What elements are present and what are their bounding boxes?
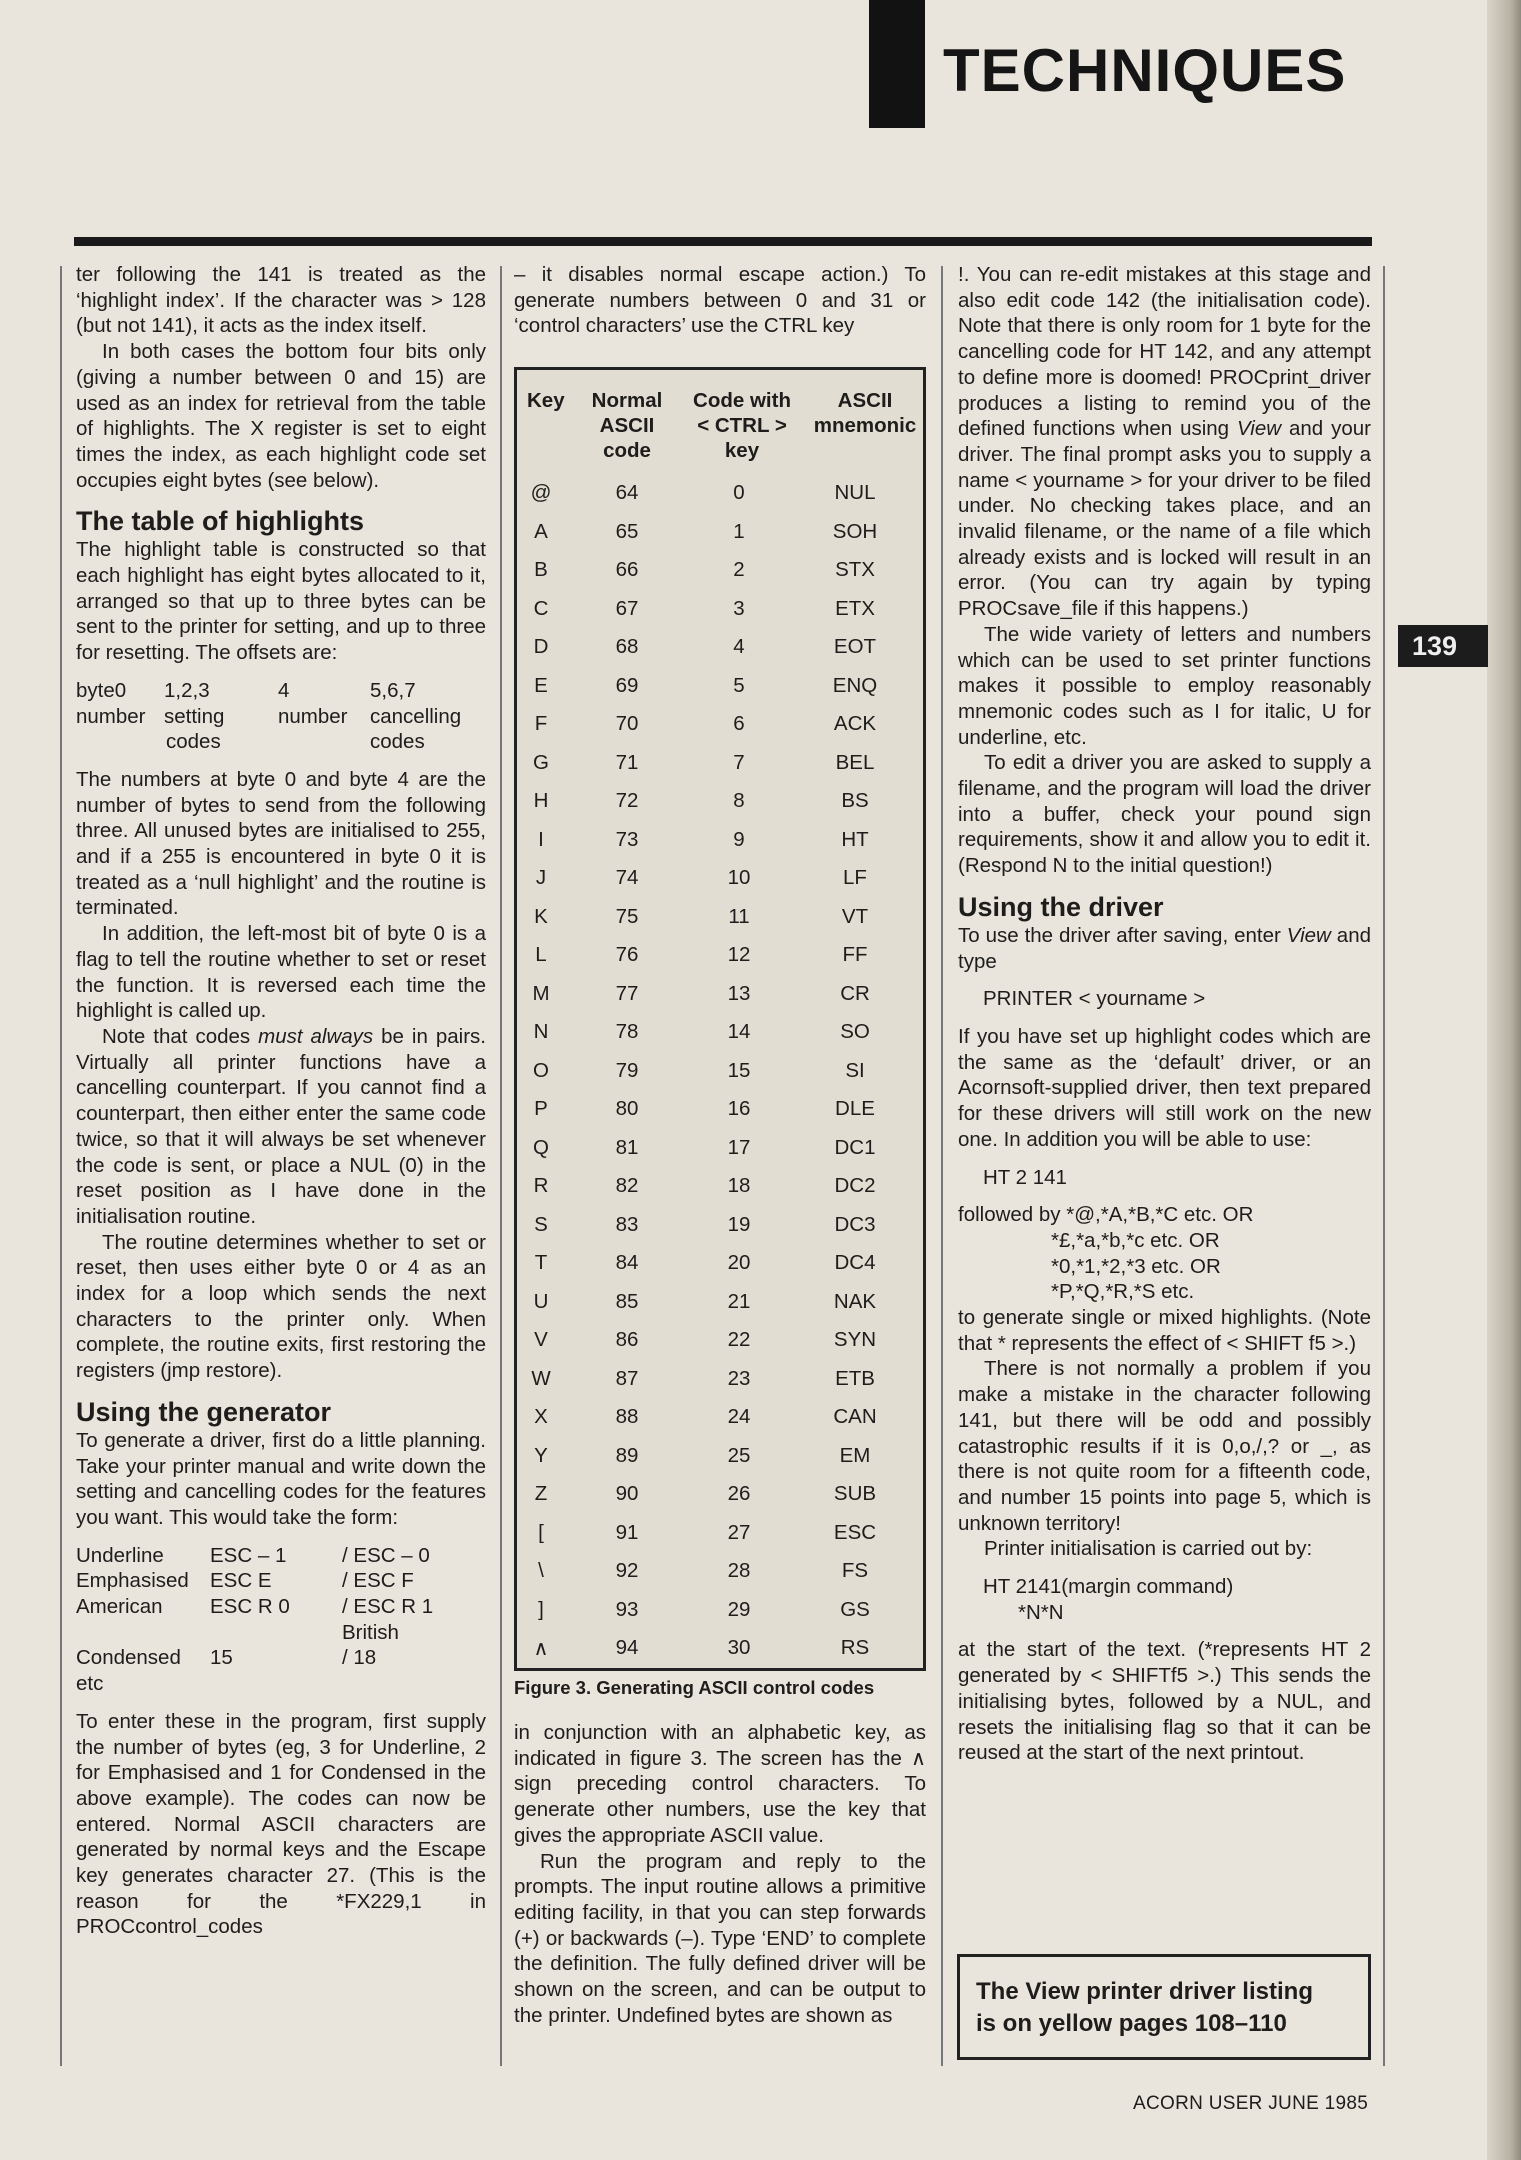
paragraph: In both cases the bottom four bits only (giving a number between 0 and 15) are used as an index for retrieval from the table of highlights. The X register is set to eight times the index, as each highlight code set occupies eight bytes (see below). <box>76 340 486 492</box>
table-cell-ctrl-code: 29 <box>727 1597 751 1621</box>
table-cell-mnemonic: ETX <box>835 596 875 620</box>
table-cell-ascii-code: 65 <box>615 519 639 543</box>
table-cell-mnemonic: FS <box>841 1559 869 1582</box>
table-cell-ctrl-code: 6 <box>733 712 745 735</box>
code-cell: ESC – 1 <box>210 1543 287 1567</box>
table-cell-ctrl-code: 28 <box>727 1559 751 1582</box>
table-cell-ctrl-code: 22 <box>727 1328 751 1351</box>
table-row <box>517 513 923 552</box>
paragraph: – it disables normal escape action.) To generate numbers between 0 and 31 or ‘control characters’ use the CTRL key <box>514 263 926 338</box>
table-cell-ascii-code: 76 <box>615 943 639 966</box>
table-row <box>517 1321 923 1360</box>
table-cell-mnemonic: NAK <box>833 1289 877 1313</box>
table-cell-mnemonic: SI <box>845 1058 865 1082</box>
table-cell-ascii-code: 68 <box>615 635 639 658</box>
table-cell-ascii-code: 67 <box>615 596 639 620</box>
table-cell-ascii-code: 87 <box>615 1366 639 1390</box>
offset-cell: codes <box>370 730 425 754</box>
table-cell-mnemonic: BEL <box>835 750 875 774</box>
table-row <box>517 936 923 975</box>
page-number-tab: 139 <box>1398 625 1488 667</box>
table-cell-mnemonic: DC4 <box>834 1251 876 1274</box>
table-row <box>517 705 923 744</box>
table-cell-ctrl-code: 1 <box>733 519 745 543</box>
paragraph: To enter these in the program, first supply the number of bytes (eg, 3 for Underline, 2 for Emphasised and 1 for Condensed in the above example). The codes can now be entered. Normal ASCII characters are generated by normal keys and the Escape key generates character 27. (This is the reason for the *FX229,1 in PROCcontrol_codes <box>76 1709 486 1939</box>
table-cell-mnemonic: DC1 <box>834 1135 876 1159</box>
table-cell-ascii-code: 70 <box>615 712 639 735</box>
table-cell-mnemonic: STX <box>835 558 875 581</box>
table-cell-key: \ <box>538 1559 544 1582</box>
table-row <box>517 1283 923 1322</box>
table-cell-key: W <box>531 1366 551 1390</box>
paragraph: In addition, the left-most bit of byte 0 is a flag to tell the routine whether to set or reset the function. It is reversed each time the highlight is called up. <box>76 922 486 1023</box>
table-cell-ascii-code: 85 <box>615 1289 639 1313</box>
table-cell-ascii-code: 92 <box>615 1559 639 1582</box>
table-cell-key: N <box>533 1020 549 1043</box>
table-cell-key: O <box>533 1058 549 1082</box>
followed-by-line: *0,*1,*2,*3 etc. OR <box>1051 1254 1221 1278</box>
table-cell-ascii-code: 71 <box>615 750 639 774</box>
table-cell-key: T <box>534 1251 548 1274</box>
paragraph: If you have set up highlight codes which are the same as the ‘default’ driver, or an Acornsoft-supplied driver, then text prepared for these drivers will still work on the new one. In addition you will be able to use: <box>958 1024 1371 1151</box>
table-cell-mnemonic: SUB <box>833 1482 877 1505</box>
table-cell-ctrl-code: 25 <box>727 1443 751 1467</box>
article-column-2-top <box>514 262 926 339</box>
table-cell-ctrl-code: 12 <box>727 943 751 966</box>
table-cell-mnemonic: LF <box>843 866 867 889</box>
table-row <box>517 667 923 706</box>
table-cell-key: C <box>533 596 549 620</box>
table-cell-ascii-code: 74 <box>615 866 639 889</box>
paragraph: to generate single or mixed highlights. (Note that * represents the effect of < SHIFT f5 >.) <box>958 1306 1371 1355</box>
table-header <box>527 388 917 468</box>
table-cell-ascii-code: 83 <box>615 1212 639 1236</box>
callout-line: is on yellow pages 108–110 <box>976 2010 1287 2037</box>
paragraph: To edit a driver you are asked to supply a filename, and the program will load the driver into a buffer, check your pound sign requirements, show it and allow you to edit it. (Respond N to the initial question!) <box>958 751 1371 878</box>
table-cell-mnemonic: BS <box>841 789 869 812</box>
offset-cell: setting <box>164 704 225 728</box>
code-cell: ESC E <box>210 1569 272 1593</box>
table-row <box>517 975 923 1014</box>
table-cell-ctrl-code: 0 <box>733 481 745 504</box>
table-cell-mnemonic: DLE <box>835 1097 875 1120</box>
followed-by-line: *P,*Q,*R,*S etc. <box>1051 1280 1195 1304</box>
table-cell-mnemonic: ENQ <box>832 673 878 697</box>
paragraph: The numbers at byte 0 and byte 4 are the number of bytes to send from the following three. All unused bytes are initialised to 255, and if a 255 is encountered in byte 0 it is treated as a ‘null highlight’ and the routine is terminated. <box>76 767 486 920</box>
ascii-control-codes-table <box>514 367 926 1671</box>
table-cell-mnemonic: HT <box>841 827 869 851</box>
table-cell-ascii-code: 94 <box>615 1636 639 1659</box>
table-cell-mnemonic: EOT <box>833 635 877 658</box>
paragraph: There is not normally a problem if you make a mistake in the character following 141, but there will be odd and possibly catastrophic results if it is 0,o,/,? or _, as there is not quite room for a fifteenth code, and number 15 points into page 5, which is unknown territory! <box>958 1357 1371 1535</box>
table-cell-key: @ <box>530 481 552 504</box>
subheading-table-of-highlights: The table of highlights <box>76 506 364 537</box>
table-cell-ctrl-code: 18 <box>727 1174 751 1197</box>
table-cell-ctrl-code: 19 <box>727 1212 751 1236</box>
table-cell-ctrl-code: 10 <box>727 866 751 889</box>
table-row <box>517 1475 923 1514</box>
table-row <box>517 1167 923 1206</box>
table-cell-key: Y <box>534 1443 548 1467</box>
table-row <box>517 1591 923 1630</box>
offset-cell: number <box>76 704 146 728</box>
table-cell-ctrl-code: 14 <box>727 1020 751 1043</box>
table-cell-ascii-code: 91 <box>615 1520 639 1544</box>
table-cell-ctrl-code: 15 <box>727 1058 751 1082</box>
table-cell-ascii-code: 86 <box>615 1328 639 1351</box>
offset-cell: cancelling <box>370 704 462 728</box>
table-cell-ascii-code: 81 <box>615 1135 639 1159</box>
header-normal-ascii: Normal ASCII code <box>591 389 663 462</box>
table-cell-key: F <box>534 712 548 735</box>
table-cell-ctrl-code: 24 <box>727 1405 751 1428</box>
table-row <box>517 628 923 667</box>
table-cell-ctrl-code: 20 <box>727 1251 751 1274</box>
table-row <box>517 1206 923 1245</box>
paragraph: Printer initialisation is carried out by: <box>984 1537 1313 1561</box>
table-cell-ctrl-code: 2 <box>733 558 745 581</box>
table-cell-key: P <box>534 1097 548 1120</box>
paragraph: The routine determines whether to set or reset, then uses either byte 0 or 4 as an index for a loop which sends the next characters to the printer only. When complete, the routine exits, first restoring the registers (jmp restore). <box>76 1230 486 1383</box>
offset-cell: 5,6,7 <box>370 678 416 702</box>
table-cell-key: H <box>533 789 549 812</box>
codes-example <box>76 1543 486 1672</box>
figure-caption: Figure 3. Generating ASCII control codes <box>514 1677 875 1698</box>
table-cell-ctrl-code: 13 <box>727 981 751 1005</box>
offset-cell: codes <box>166 730 221 754</box>
table-row <box>517 898 923 937</box>
table-cell-mnemonic: DC3 <box>834 1212 876 1236</box>
table-cell-mnemonic: NUL <box>834 481 876 504</box>
table-row <box>517 1514 923 1553</box>
table-cell-ctrl-code: 16 <box>727 1097 751 1120</box>
offset-cell: 1,2,3 <box>164 678 210 702</box>
table-cell-key: U <box>533 1289 549 1313</box>
table-cell-mnemonic: ACK <box>833 712 877 735</box>
top-rule <box>74 237 1372 246</box>
table-row <box>517 1244 923 1283</box>
table-cell-ascii-code: 72 <box>615 789 639 812</box>
paragraph: The highlight table is constructed so that each highlight has eight bytes allocated to it, arranged so that up to three bytes can be sent to the printer for setting, and up to three for resetting. The offsets are: <box>76 538 486 665</box>
code-cell: / 18 <box>342 1646 377 1670</box>
table-cell-mnemonic: SOH <box>832 519 878 543</box>
header-key: Key <box>527 389 565 412</box>
section-title: TECHNIQUES <box>943 37 1347 104</box>
table-cell-key: Z <box>534 1482 548 1505</box>
table-cell-key: X <box>534 1405 548 1428</box>
table-cell-key: E <box>534 673 548 697</box>
offset-cell: number <box>278 704 348 728</box>
table-cell-ascii-code: 82 <box>615 1174 639 1197</box>
table-cell-ctrl-code: 21 <box>727 1289 751 1313</box>
table-row <box>517 1090 923 1129</box>
callout-line: The View printer driver listing <box>976 1978 1313 2005</box>
code-cell: Condensed <box>76 1646 181 1670</box>
table-cell-mnemonic: ESC <box>833 1520 877 1544</box>
paragraph: Note that codes must always be in pairs. Virtually all printer functions have a cancelling counterpart. If you cannot find a counterpart, then either enter the same code twice, so that it will always be set whenever the code is sent, or place a NUL (0) in the reset position as I have done in the initialisation routine. <box>76 1024 486 1228</box>
table-cell-mnemonic: SYN <box>833 1328 877 1351</box>
table-cell-ascii-code: 69 <box>615 673 639 697</box>
table-cell-mnemonic: RS <box>840 1636 870 1659</box>
paragraph: in conjunction with an alphabetic key, as indicated in figure 3. The screen has the ∧ sign preceding control characters. To generate other numbers, use the key that gives the appropriate ASCII value. <box>514 1721 926 1847</box>
offsets-table <box>76 678 486 755</box>
etc-label: etc <box>76 1672 104 1696</box>
table-cell-key: B <box>534 558 548 581</box>
page-edge-shadow <box>1487 0 1521 2160</box>
followed-by-line: followed by *@,*A,*B,*C etc. OR <box>958 1203 1254 1227</box>
table-cell-key: I <box>538 827 544 851</box>
header-black-bar <box>869 0 925 128</box>
table-cell-mnemonic: ETB <box>835 1366 875 1390</box>
table-cell-key: V <box>534 1328 548 1351</box>
table-cell-key: M <box>532 981 550 1005</box>
table-row <box>517 1360 923 1399</box>
paragraph: !. You can re-edit mistakes at this stage and also edit code 142 (the initialisation code). Note that there is only room for 1 byte for the cancelling code for HT 142, and any attempt to define more is doomed! PROCprint_driver produces a listing to remind you of the defined functions when using View and your driver. The final prompt asks you to supply a name < yourname > for your driver to be filed under. No checking takes place, and an invalid filename, or the name of a file which already exists and is locked will result in an error. (You can try again by typing PROCsave_file if this happens.) <box>958 263 1371 621</box>
left-margin-rule <box>60 266 62 2066</box>
table-row <box>517 782 923 821</box>
table-cell-mnemonic: GS <box>840 1597 870 1621</box>
code-cell: Underline <box>76 1543 164 1567</box>
table-cell-mnemonic: CR <box>840 981 870 1005</box>
table-row <box>517 474 923 513</box>
article-column-3 <box>958 262 1371 1766</box>
table-cell-mnemonic: VT <box>841 904 869 928</box>
table-cell-key: G <box>533 750 549 774</box>
table-cell-ascii-code: 66 <box>615 558 639 581</box>
table-cell-ascii-code: 93 <box>615 1597 639 1621</box>
table-cell-ascii-code: 90 <box>615 1482 639 1505</box>
offset-cell: 4 <box>278 678 290 702</box>
table-cell-ascii-code: 84 <box>615 1251 639 1274</box>
table-cell-ctrl-code: 26 <box>727 1482 751 1505</box>
offset-cell: byte0 <box>76 678 127 702</box>
table-row <box>517 1437 923 1476</box>
table-row <box>517 1629 923 1668</box>
table-cell-ascii-code: 79 <box>615 1058 639 1082</box>
table-cell-ascii-code: 88 <box>615 1405 639 1428</box>
table-row <box>517 1052 923 1091</box>
paragraph: at the start of the text. (*represents HT 2 generated by < SHIFTf5 >.) This sends the initialising bytes, followed by a NUL, and resets the initialising flag so that it can be reused at the start of the next printout. <box>958 1638 1371 1765</box>
table-cell-key: [ <box>538 1520 544 1544</box>
paragraph: To use the driver after saving, enter View and type <box>958 923 1371 973</box>
table-row <box>517 744 923 783</box>
table-row <box>517 1552 923 1591</box>
table-row <box>517 551 923 590</box>
table-cell-ctrl-code: 17 <box>727 1135 751 1159</box>
table-cell-key: ] <box>538 1597 544 1621</box>
table-row <box>517 859 923 898</box>
command-line: *N*N <box>1018 1600 1064 1624</box>
command-line: PRINTER < yourname > <box>983 987 1206 1011</box>
table-cell-key: S <box>534 1212 548 1236</box>
table-cell-ascii-code: 77 <box>615 981 639 1005</box>
table-cell-key: K <box>534 904 548 928</box>
column-divider-1 <box>500 266 502 2066</box>
paragraph: The wide variety of letters and numbers which can be used to set printer functions makes it possible to employ reasonably mnemonic codes such as I for italic, U for underline, etc. <box>958 622 1371 749</box>
table-cell-mnemonic: FF <box>842 943 868 966</box>
table-cell-ctrl-code: 30 <box>727 1636 751 1659</box>
paragraph: To generate a driver, first do a little planning. Take your printer manual and write down the setting and cancelling codes for the features you want. This would take the form: <box>76 1428 486 1529</box>
table-cell-ascii-code: 73 <box>615 827 639 851</box>
table-cell-ctrl-code: 5 <box>733 673 745 697</box>
table-cell-ascii-code: 75 <box>615 904 639 928</box>
table-row <box>517 821 923 860</box>
table-cell-key: J <box>535 866 547 889</box>
right-margin-rule <box>1383 266 1385 2066</box>
code-cell: / ESC R 1 British <box>342 1595 434 1644</box>
table-cell-key: L <box>535 943 547 966</box>
table-cell-ctrl-code: 7 <box>733 750 745 774</box>
subheading-using-the-generator: Using the generator <box>76 1396 332 1427</box>
table-cell-ctrl-code: 23 <box>727 1366 751 1390</box>
table-cell-ascii-code: 89 <box>615 1443 639 1467</box>
table-cell-mnemonic: DC2 <box>834 1174 876 1197</box>
table-row <box>517 1129 923 1168</box>
table-cell-key: R <box>533 1174 549 1197</box>
followed-by-line: *£,*a,*b,*c etc. OR <box>1051 1228 1220 1252</box>
table-row <box>517 1398 923 1437</box>
table-cell-ctrl-code: 8 <box>733 789 745 812</box>
table-cell-key: D <box>533 635 549 658</box>
table-cell-mnemonic: SO <box>840 1020 870 1043</box>
command-line: HT 2141(margin command) <box>983 1575 1234 1599</box>
table-cell-ctrl-code: 11 <box>728 904 750 928</box>
subheading-using-the-driver: Using the driver <box>958 891 1164 922</box>
table-cell-ascii-code: 80 <box>615 1097 639 1120</box>
code-cell: / ESC F <box>342 1569 414 1593</box>
table-cell-ctrl-code: 4 <box>733 635 745 658</box>
paragraph: ter following the 141 is treated as the ‘highlight index’. If the character was > 128 (but not 141), it acts as the index itself. <box>76 263 486 338</box>
table-cell-mnemonic: EM <box>839 1443 871 1467</box>
table-cell-key: A <box>534 519 548 543</box>
column-divider-2 <box>941 266 943 2066</box>
code-cell: ESC R 0 <box>210 1595 290 1619</box>
table-cell-key: ∧ <box>533 1637 549 1660</box>
article-column-1 <box>76 262 486 1940</box>
table-cell-ctrl-code: 3 <box>733 596 745 620</box>
header-code-with-ctrl: Code with < CTRL > key <box>693 389 791 462</box>
code-cell: / ESC – 0 <box>342 1543 430 1567</box>
table-cell-ascii-code: 78 <box>615 1020 639 1043</box>
code-cell: 15 <box>210 1646 233 1670</box>
article-column-2-bottom <box>514 1720 926 2028</box>
page-footer: ACORN USER JUNE 1985 <box>1133 2093 1369 2114</box>
table-row <box>517 590 923 629</box>
code-cell: Emphasised <box>76 1569 189 1593</box>
listing-callout-box <box>957 1954 1371 2060</box>
command-line: HT 2 141 <box>983 1165 1067 1189</box>
code-cell: American <box>76 1595 163 1619</box>
paragraph: Run the program and reply to the prompts. The input routine allows a primitive editing facility, in that you can step forwards (+) or backwards (–). Type ‘END’ to complete the definition. The fully defined driver will be shown on the screen, and can be output to the printer. Undefined bytes are shown as <box>514 1849 926 2027</box>
table-cell-ctrl-code: 9 <box>733 827 745 851</box>
header-ascii-mnemonic: ASCII mnemonic <box>813 389 917 437</box>
table-row <box>517 1013 923 1052</box>
table-cell-ctrl-code: 27 <box>727 1520 751 1544</box>
table-cell-ascii-code: 64 <box>615 481 639 504</box>
table-cell-key: Q <box>533 1135 549 1159</box>
table-cell-mnemonic: CAN <box>833 1405 877 1428</box>
